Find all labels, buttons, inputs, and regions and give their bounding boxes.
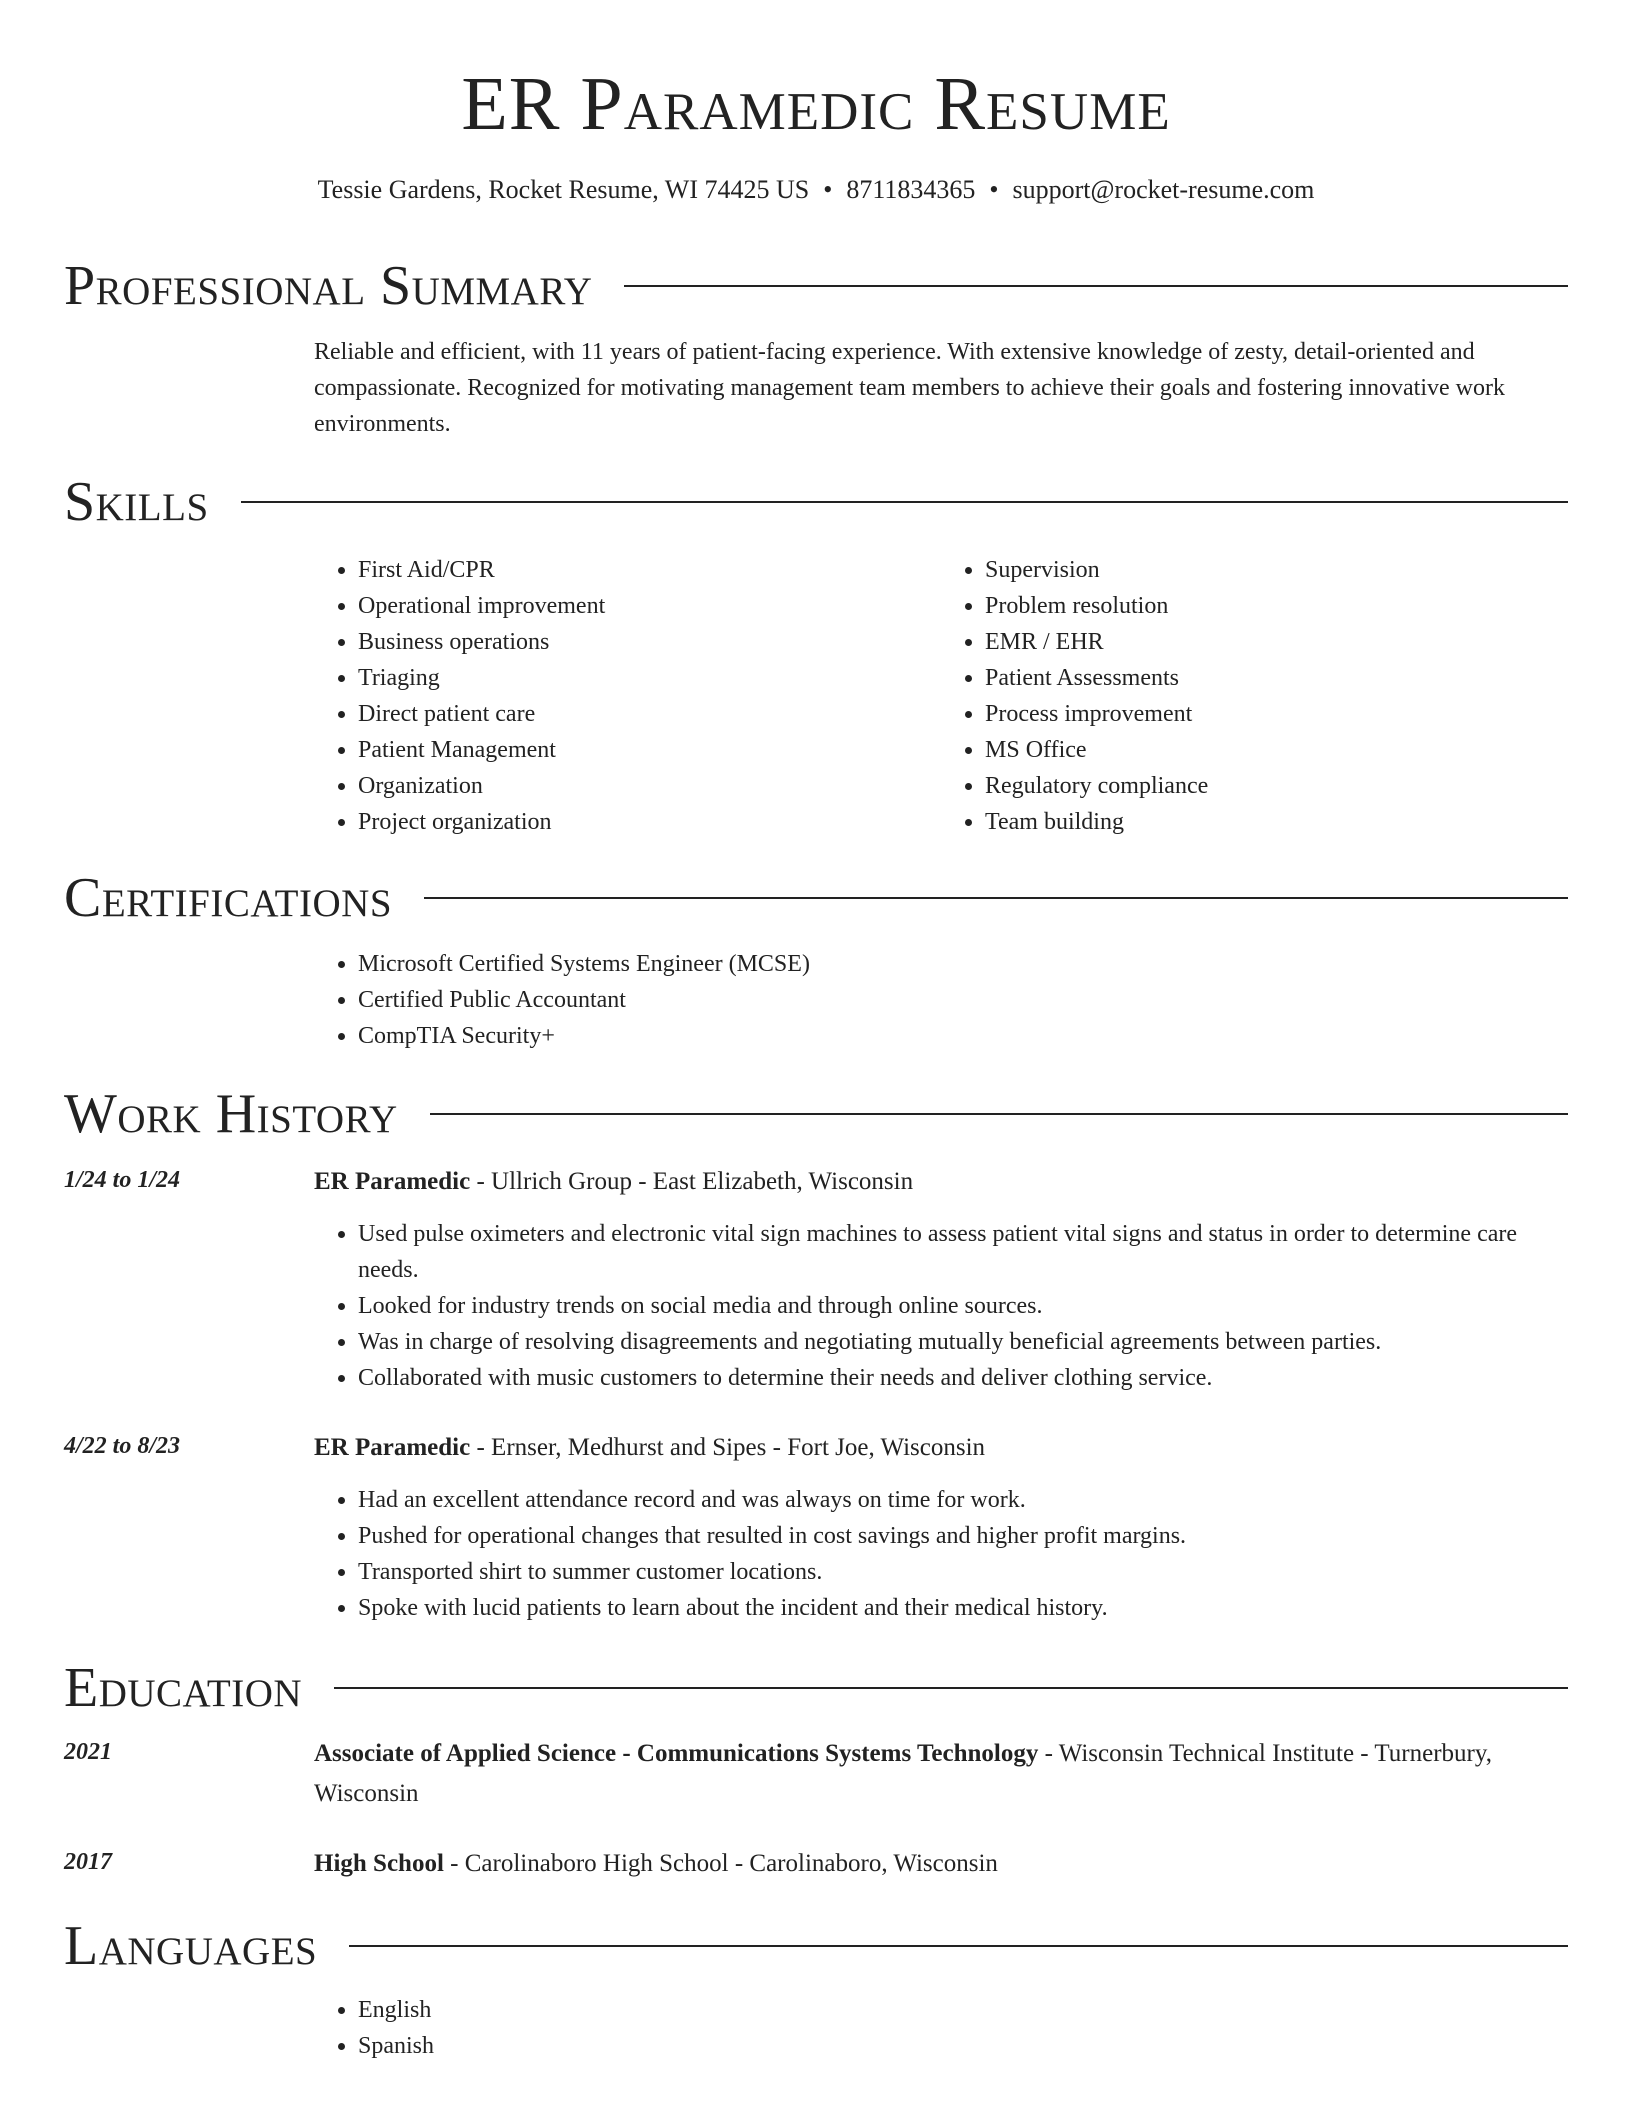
job-title: ER Paramedic bbox=[314, 1168, 471, 1195]
email: support@rocket-resume.com bbox=[1012, 175, 1315, 204]
education-degree: High School bbox=[314, 1850, 444, 1877]
certifications-block bbox=[314, 946, 1568, 1054]
summary-section-heading bbox=[64, 254, 1568, 318]
resume-title: ER Paramedic Resume bbox=[461, 62, 1171, 146]
education-degree: Associate of Applied Science - Communications Systems Technology bbox=[314, 1740, 1039, 1767]
summary-text: Reliable and efficient, with 11 years of patient-facing experience. With extensive knowledge of zesty, detail-oriented and compassionate. Recognized for motivating management team members to achieve their goals and fostering innovative work environments. bbox=[314, 339, 1505, 437]
list-item: • Direct patient care bbox=[358, 696, 941, 732]
job-bullets bbox=[314, 1216, 1568, 1396]
certifications-section-heading bbox=[64, 866, 1568, 930]
list-item: • MS Office bbox=[985, 732, 1568, 768]
list-item: • Had an excellent attendance record and was always on time for work. bbox=[358, 1482, 1568, 1518]
separator-dot: • bbox=[989, 175, 999, 204]
list-item: • Operational improvement bbox=[358, 588, 941, 624]
job-bullets bbox=[314, 1482, 1568, 1626]
address: Tessie Gardens, Rocket Resume, WI 74425 US bbox=[317, 175, 810, 204]
job-headline bbox=[314, 1428, 1568, 1468]
section-title: Work History bbox=[64, 1083, 398, 1145]
list-item: • Patient Management bbox=[358, 732, 941, 768]
contact-line bbox=[64, 172, 1568, 208]
list-item: • CompTIA Security+ bbox=[358, 1018, 1568, 1054]
list-item: • Process improvement bbox=[985, 696, 1568, 732]
job-dates: 1/24 to 1/24 bbox=[64, 1167, 181, 1193]
education-school: - Wisconsin Technical Institute - Turnerbury, Wisconsin bbox=[314, 1740, 1493, 1807]
list-item: • Pushed for operational changes that resulted in cost savings and higher profit margins. bbox=[358, 1518, 1568, 1554]
job-headline bbox=[314, 1162, 1568, 1202]
list-item: • Team building bbox=[985, 804, 1568, 840]
list-item: • Transported shirt to summer customer locations. bbox=[358, 1554, 1568, 1590]
section-title: Languages bbox=[64, 1915, 318, 1977]
languages-list bbox=[314, 1992, 1568, 2064]
separator-dot: • bbox=[823, 175, 833, 204]
education-year: 2021 bbox=[64, 1739, 112, 1765]
section-divider bbox=[624, 285, 1568, 287]
section-title: Skills bbox=[64, 471, 209, 533]
list-item: • Microsoft Certified Systems Engineer (MCSE) bbox=[358, 946, 1568, 982]
list-item: • Supervision bbox=[985, 552, 1568, 588]
summary-block bbox=[314, 334, 1568, 442]
job-employer: - Ernser, Medhurst and Sipes - Fort Joe, Wisconsin bbox=[470, 1434, 986, 1461]
list-item: • Regulatory compliance bbox=[985, 768, 1568, 804]
certifications-list bbox=[314, 946, 1568, 1054]
list-item: • Was in charge of resolving disagreements and negotiating mutually beneficial agreements between parties. bbox=[358, 1324, 1568, 1360]
list-item: • Triaging bbox=[358, 660, 941, 696]
list-item: • Organization bbox=[358, 768, 941, 804]
education-year: 2017 bbox=[64, 1849, 112, 1875]
list-item: • Spanish bbox=[358, 2028, 1568, 2064]
languages-section-heading bbox=[64, 1914, 1568, 1978]
list-item: • Collaborated with music customers to determine their needs and deliver clothing service. bbox=[358, 1360, 1568, 1396]
section-divider bbox=[241, 501, 1568, 503]
section-divider bbox=[424, 897, 1568, 899]
section-divider bbox=[430, 1113, 1568, 1115]
skills-block bbox=[314, 552, 1568, 840]
job-dates: 4/22 to 8/23 bbox=[64, 1433, 181, 1459]
skills-list-right bbox=[941, 552, 1568, 840]
languages-block bbox=[314, 1992, 1568, 2064]
education-headline bbox=[314, 1844, 1568, 1884]
list-item: • Used pulse oximeters and electronic vital sign machines to assess patient vital signs and status in order to determine care needs. bbox=[358, 1216, 1568, 1288]
list-item: • English bbox=[358, 1992, 1568, 2028]
work-history-section-heading bbox=[64, 1082, 1568, 1146]
list-item: • Certified Public Accountant bbox=[358, 982, 1568, 1018]
section-divider bbox=[349, 1945, 1568, 1947]
list-item: • First Aid/CPR bbox=[358, 552, 941, 588]
job-employer: - Ullrich Group - East Elizabeth, Wisconsin bbox=[470, 1168, 914, 1195]
section-divider bbox=[334, 1687, 1568, 1689]
list-item: • Patient Assessments bbox=[985, 660, 1568, 696]
section-title: Education bbox=[64, 1657, 303, 1719]
list-item: • Spoke with lucid patients to learn about the incident and their medical history. bbox=[358, 1590, 1568, 1626]
education-section-heading bbox=[64, 1656, 1568, 1720]
list-item: • Business operations bbox=[358, 624, 941, 660]
list-item: • Project organization bbox=[358, 804, 941, 840]
education-school: - Carolinaboro High School - Carolinaboro, Wisconsin bbox=[443, 1850, 998, 1877]
section-title: Professional Summary bbox=[64, 255, 593, 317]
skills-section-heading bbox=[64, 470, 1568, 534]
list-item: • Looked for industry trends on social media and through online sources. bbox=[358, 1288, 1568, 1324]
list-item: • EMR / EHR bbox=[985, 624, 1568, 660]
section-title: Certifications bbox=[64, 867, 393, 929]
list-item: • Problem resolution bbox=[985, 588, 1568, 624]
skills-list-left bbox=[314, 552, 941, 840]
job-title: ER Paramedic bbox=[314, 1434, 471, 1461]
phone: 8711834365 bbox=[846, 175, 976, 204]
education-headline bbox=[314, 1734, 1568, 1814]
